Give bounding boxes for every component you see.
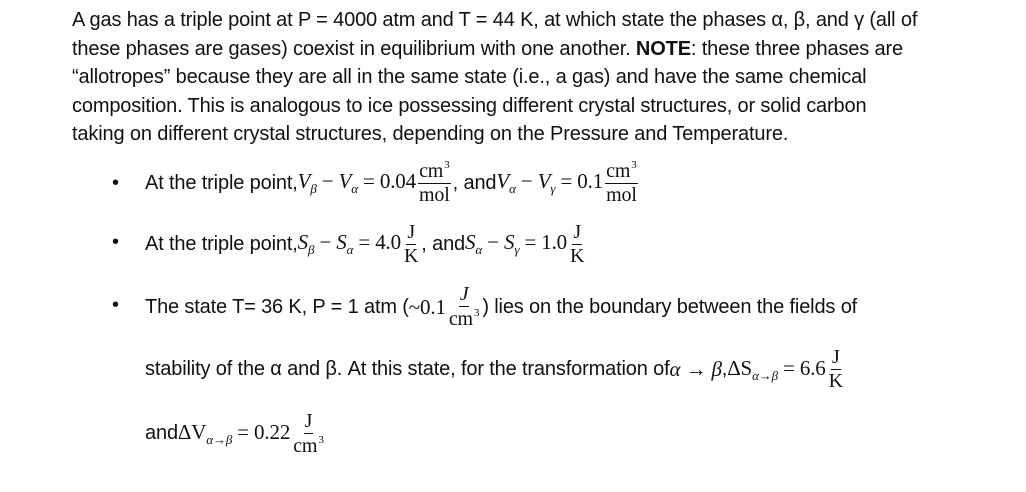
unit-cm: cm — [293, 434, 318, 457]
sub-alpha: α — [509, 181, 516, 196]
unit-denominator: mol — [419, 184, 450, 206]
var-s: S — [297, 230, 309, 254]
var-s: S — [465, 230, 476, 254]
bullet-marker: • — [112, 171, 119, 194]
minus-sign: − — [482, 230, 504, 254]
bullet-list — [72, 155, 1017, 464]
unit-denominator: K — [404, 244, 419, 267]
minus-sign: − — [515, 169, 538, 193]
bullet-boundary-state — [72, 279, 1017, 464]
bullet-marker: • — [112, 230, 119, 253]
delta-s-symbol: ΔS — [727, 355, 753, 380]
entropy-equation-1 — [298, 230, 401, 258]
delta-s-value: = 6.6 — [777, 355, 826, 380]
var-s: S — [503, 230, 515, 254]
bullet-2-lead: At the triple point, — [145, 232, 298, 255]
sub-alpha: α — [475, 242, 483, 257]
sub-gamma: γ — [550, 181, 556, 196]
bullet-2-mid: , and — [421, 232, 466, 255]
volume-diff-value-1: = 0.04 — [357, 169, 416, 193]
unit-exponent: 3 — [473, 307, 480, 319]
bullet-3-line-3 — [145, 404, 1017, 464]
minus-sign: − — [316, 169, 339, 193]
bullet-entropy-differences — [72, 216, 1017, 273]
sub-beta: β — [308, 242, 315, 257]
intro-line-2b: : these three phases are — [690, 37, 903, 60]
unit-numerator: J — [831, 346, 840, 368]
sub-beta: β — [310, 181, 317, 196]
unit-denominator: K — [570, 244, 585, 267]
unit-numerator: J — [573, 220, 581, 243]
delta-s-equation — [727, 356, 825, 384]
unit-numerator: J — [407, 220, 415, 243]
document-body — [72, 6, 1017, 464]
unit-cm: cm — [606, 160, 631, 182]
bullet-3-line-2-text: stability of the α and β. At this state, for the transformation of — [145, 358, 670, 380]
unit-fraction-cm3-per-mol — [418, 160, 451, 206]
intro-line-4: composition. This is analogous to ice possessing different crystal structures, or solid carbon — [72, 94, 867, 117]
intro-paragraph — [72, 6, 1017, 149]
bullet-volume-differences — [72, 155, 1017, 212]
entropy-equation-2 — [465, 230, 567, 258]
unit-numerator — [418, 160, 451, 184]
entropy-diff-value-1: = 4.0 — [353, 230, 401, 254]
intro-line-3: “allotropes” because they are all in the same state (i.e., a gas) and have the same chemical — [72, 66, 867, 88]
unit-denominator — [292, 434, 325, 457]
sub-alpha: α — [346, 242, 354, 257]
transformation-arrow — [670, 357, 722, 382]
unit-numerator — [605, 160, 638, 184]
note-label: NOTE — [635, 37, 691, 60]
unit-fraction-j-per-k — [569, 222, 585, 267]
delta-s-subscript: α→β — [752, 367, 778, 383]
var-v: V — [496, 169, 510, 193]
volume-diff-value-2: = 0.1 — [555, 169, 604, 193]
unit-fraction-j-per-cm3 — [448, 284, 481, 330]
sub-gamma: γ — [514, 242, 520, 257]
var-v: V — [537, 169, 551, 193]
unit-fraction-j-per-cm3 — [292, 411, 325, 457]
bullet-1-lead: At the triple point, — [145, 171, 298, 194]
unit-exponent: 3 — [444, 159, 450, 171]
entropy-diff-value-2: = 1.0 — [519, 230, 568, 254]
intro-line-5: taking on different crystal structures, depending on the Pressure and Temperature. — [72, 123, 789, 145]
comma: , — [721, 358, 728, 380]
intro-line-2a: these phases are gases) coexist in equilibrium with one another. — [72, 37, 636, 60]
delta-v-subscript: α→β — [206, 431, 233, 447]
bullet-3-lead: The state T= 36 K, P = 1 atm ( — [145, 295, 409, 318]
delta-v-symbol: ΔV — [177, 419, 207, 444]
volume-equation-2 — [496, 169, 603, 197]
unit-denominator — [448, 307, 481, 330]
unit-denominator: K — [828, 370, 843, 392]
bullet-3-line-1 — [145, 279, 1017, 336]
var-v: V — [338, 169, 352, 193]
bullet-1-line — [145, 155, 1017, 212]
bullet-3-line-2 — [145, 336, 1017, 404]
unit-fraction-j-per-k — [828, 347, 844, 392]
bullet-marker: • — [112, 293, 119, 316]
unit-cm: cm — [448, 308, 473, 330]
bullet-3-line-3-text: and — [145, 422, 178, 444]
unit-numerator: J — [459, 283, 469, 305]
minus-sign: − — [314, 230, 337, 254]
var-v: V — [297, 169, 311, 193]
bullet-3-after-paren: ) lies on the boundary between the fields of — [482, 295, 858, 318]
unit-exponent: 3 — [631, 159, 637, 171]
unit-fraction-j-per-k — [403, 222, 419, 267]
intro-line-1: A gas has a triple point at P = 4000 atm and T = 44 K, at which state the phases α, β, and γ (all of — [72, 9, 918, 31]
unit-cm: cm — [419, 160, 444, 182]
unit-denominator: mol — [606, 184, 637, 206]
unit-fraction-cm3-per-mol — [605, 160, 638, 206]
sub-alpha: α — [351, 181, 358, 196]
bullet-2-line — [145, 216, 1017, 273]
approx-value: ~0.1 — [408, 294, 446, 319]
unit-numerator: J — [304, 409, 313, 432]
unit-exponent: 3 — [318, 433, 324, 446]
delta-v-value: = 0.22 — [232, 419, 291, 444]
var-s: S — [336, 230, 347, 254]
delta-v-equation — [178, 420, 290, 448]
volume-equation-1 — [298, 169, 416, 197]
bullet-1-mid: , and — [452, 171, 497, 194]
transform-expression: α → β — [669, 357, 722, 381]
